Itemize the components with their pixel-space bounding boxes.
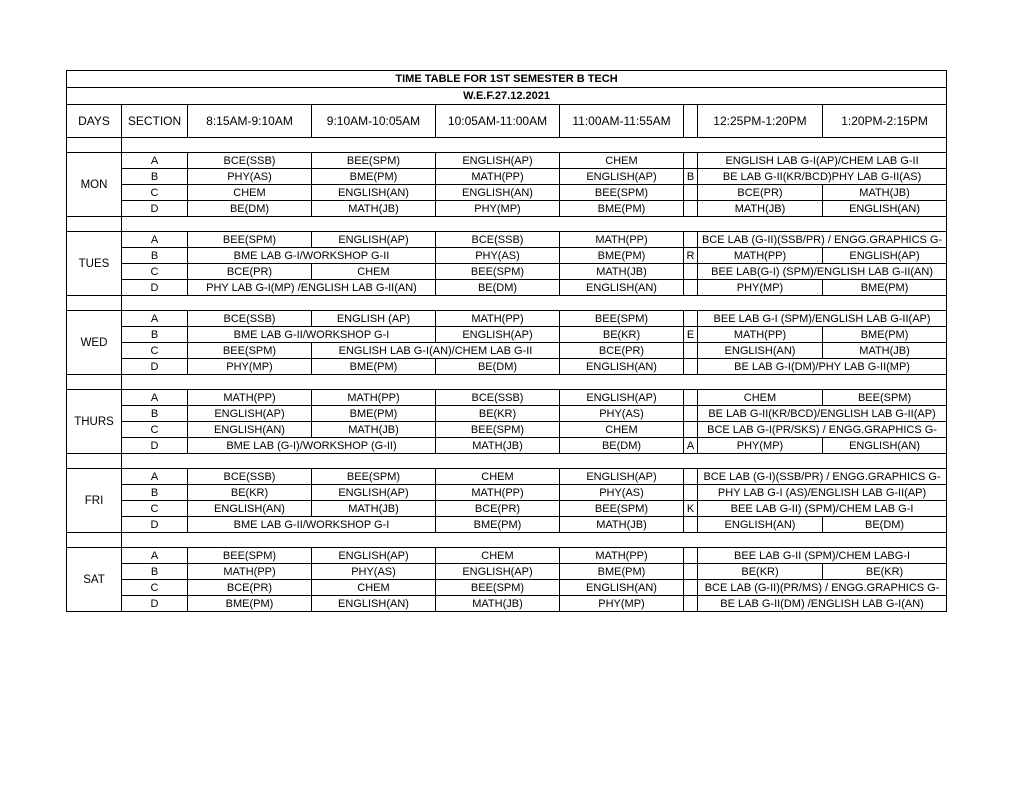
break-cell: ENGLISH(AN) — [698, 517, 823, 533]
break-cell — [684, 359, 698, 375]
class-cell: A — [684, 438, 698, 454]
break-cell: ENGLISH(AN) — [698, 343, 823, 359]
class-cell: BE LAB G-II(KR/BCD)PHY LAB G-II(AS) — [698, 169, 947, 185]
class-cell — [684, 517, 698, 533]
class-cell: MATH(PP) — [188, 564, 312, 580]
class-cell: MATH(PP) — [560, 232, 684, 248]
section-cell: C — [122, 343, 188, 359]
class-cell: PHY(AS) — [560, 485, 684, 501]
class-cell: ENGLISH LAB G-I(AN)/CHEM LAB G-II — [312, 343, 560, 359]
table-row — [67, 438, 947, 454]
class-cell: BEE(SPM) — [436, 422, 560, 438]
class-cell: BEE(SPM) — [560, 501, 684, 517]
table-row — [67, 232, 947, 248]
section-cell: C — [122, 264, 188, 280]
class-cell: MATH(PP) — [436, 311, 560, 327]
class-cell: PHY(AS) — [560, 406, 684, 422]
section-cell: D — [122, 201, 188, 217]
spacer-cell — [67, 138, 122, 153]
class-cell: MATH(JB) — [823, 185, 947, 201]
class-cell: ENGLISH(AP) — [436, 153, 560, 169]
header-row — [67, 105, 947, 138]
header-slot: 11:00AM-11:55AM — [560, 105, 684, 138]
class-cell: BEE LAB G-II) (SPM)/CHEM LAB G-I — [698, 501, 947, 517]
break-cell — [684, 390, 698, 406]
class-cell: MATH(JB) — [436, 596, 560, 612]
class-cell: BEE(SPM) — [188, 548, 312, 564]
class-cell: BEE(SPM) — [188, 232, 312, 248]
class-cell: PHY(AS) — [188, 169, 312, 185]
class-cell: BME(PM) — [823, 280, 947, 296]
class-cell: BME(PM) — [436, 517, 560, 533]
class-cell: BE(DM) — [560, 438, 684, 454]
class-cell: ENGLISH LAB G-I(AP)/CHEM LAB G-II — [698, 153, 947, 169]
class-cell: BCE(SSB) — [188, 469, 312, 485]
class-cell: MATH(JB) — [698, 201, 823, 217]
table-row — [67, 517, 947, 533]
class-cell: BE(KR) — [436, 406, 560, 422]
table-row — [67, 169, 947, 185]
table-row — [67, 201, 947, 217]
class-cell: ENGLISH(AP) — [312, 232, 436, 248]
class-cell: ENGLISH(AN) — [436, 185, 560, 201]
class-cell: MATH(JB) — [560, 517, 684, 533]
spacer-row — [67, 138, 947, 153]
class-cell: ENGLISH(AN) — [560, 359, 684, 375]
effective-date: W.E.F.27.12.2021 — [67, 88, 947, 105]
class-cell: BCE LAB (G-II)(PR/MS) / ENGG.GRAPHICS G- — [698, 580, 947, 596]
class-cell: BCE LAB G-I(PR/SKS) / ENGG.GRAPHICS G- — [698, 422, 947, 438]
class-cell: BE LAB G-II(DM) /ENGLISH LAB G-I(AN) — [698, 596, 947, 612]
class-cell: BCE LAB (G-I)(SSB/PR) / ENGG.GRAPHICS G- — [698, 469, 947, 485]
break-cell — [684, 201, 698, 217]
class-cell: BE(DM) — [436, 359, 560, 375]
class-cell: CHEM — [436, 469, 560, 485]
class-cell: BME LAB G-II/WORKSHOP G-I — [188, 327, 436, 343]
break-cell — [684, 564, 698, 580]
class-cell: BEE(SPM) — [823, 390, 947, 406]
class-cell: MATH(JB) — [560, 264, 684, 280]
section-cell: B — [122, 327, 188, 343]
class-cell: CHEM — [312, 264, 436, 280]
table-row — [67, 422, 947, 438]
class-cell: PHY(MP) — [188, 359, 312, 375]
break-cell: B — [684, 169, 698, 185]
class-cell: BCE LAB (G-II)(SSB/PR) / ENGG.GRAPHICS G- — [698, 232, 947, 248]
class-cell: BCE(SSB) — [188, 153, 312, 169]
class-cell: BEE(SPM) — [312, 469, 436, 485]
section-cell: D — [122, 517, 188, 533]
header-slot: 10:05AM-11:00AM — [436, 105, 560, 138]
class-cell: BME(PM) — [823, 327, 947, 343]
class-cell: CHEM — [436, 548, 560, 564]
class-cell: BME(PM) — [560, 201, 684, 217]
class-cell: BE LAB G-I(DM)/PHY LAB G-II(MP) — [698, 359, 947, 375]
table-row — [67, 390, 947, 406]
class-cell: BEE(SPM) — [560, 185, 684, 201]
header-slot: 12:25PM-1:20PM — [698, 105, 823, 138]
class-cell: MATH(JB) — [312, 422, 436, 438]
table-row — [67, 185, 947, 201]
class-cell: PHY(MP) — [560, 596, 684, 612]
class-cell: E — [684, 327, 698, 343]
section-cell: A — [122, 548, 188, 564]
class-cell: BME(PM) — [188, 596, 312, 612]
spacer-cell — [67, 217, 122, 232]
class-cell: MATH(PP) — [560, 548, 684, 564]
spacer-cell — [122, 138, 947, 153]
class-cell: BCE(SSB) — [436, 390, 560, 406]
table-row — [67, 501, 947, 517]
section-cell: B — [122, 564, 188, 580]
section-cell: D — [122, 280, 188, 296]
table-row — [67, 469, 947, 485]
class-cell: MATH(JB) — [312, 201, 436, 217]
day-cell: THURS — [67, 390, 122, 454]
section-cell: B — [122, 169, 188, 185]
spacer-cell — [67, 533, 122, 548]
break-cell — [684, 422, 698, 438]
class-cell: ENGLISH(AN) — [312, 185, 436, 201]
spacer-row — [67, 375, 947, 390]
class-cell: BEE LAB G-II (SPM)/CHEM LABG-I — [698, 548, 947, 564]
spacer-row — [67, 296, 947, 311]
break-cell: MATH(PP) — [698, 327, 823, 343]
header-slot: 1:20PM-2:15PM — [823, 105, 947, 138]
class-cell: BE LAB G-II(KR/BCD)/ENGLISH LAB G-II(AP) — [698, 406, 947, 422]
class-cell: PHY LAB G-I (AS)/ENGLISH LAB G-II(AP) — [698, 485, 947, 501]
break-cell — [684, 264, 698, 280]
class-cell: BEE(SPM) — [436, 580, 560, 596]
class-cell: ENGLISH(AP) — [560, 390, 684, 406]
spacer-row — [67, 217, 947, 232]
table-row — [67, 311, 947, 327]
class-cell: MATH(JB) — [436, 438, 560, 454]
section-cell: C — [122, 422, 188, 438]
break-cell — [684, 596, 698, 612]
section-cell: D — [122, 596, 188, 612]
class-cell: ENGLISH(AN) — [188, 422, 312, 438]
class-cell: MATH(PP) — [436, 169, 560, 185]
class-cell: PHY(AS) — [312, 564, 436, 580]
class-cell: BE(KR) — [698, 564, 823, 580]
header-slot: 9:10AM-10:05AM — [312, 105, 436, 138]
spacer-cell — [122, 217, 947, 232]
class-cell: ENGLISH(AP) — [312, 548, 436, 564]
day-cell: TUES — [67, 232, 122, 296]
class-cell: ENGLISH(AP) — [823, 248, 947, 264]
class-cell: ENGLISH(AP) — [188, 406, 312, 422]
class-cell: BEE LAB(G-I) (SPM)/ENGLISH LAB G-II(AN) — [698, 264, 947, 280]
day-cell: MON — [67, 153, 122, 217]
table-row — [67, 359, 947, 375]
class-cell: ENGLISH(AN) — [560, 580, 684, 596]
table-row — [67, 596, 947, 612]
spacer-cell — [122, 454, 947, 469]
table-row — [67, 564, 947, 580]
break-cell — [684, 153, 698, 169]
break-cell — [684, 548, 698, 564]
class-cell: BME(PM) — [312, 406, 436, 422]
header-days: DAYS — [67, 105, 122, 138]
class-cell: BE(DM) — [436, 280, 560, 296]
class-cell: MATH(JB) — [312, 501, 436, 517]
class-cell: CHEM — [312, 580, 436, 596]
table-row — [67, 406, 947, 422]
table-row — [67, 548, 947, 564]
day-cell: WED — [67, 311, 122, 375]
section-cell: A — [122, 311, 188, 327]
section-cell: C — [122, 580, 188, 596]
break-cell — [684, 232, 698, 248]
class-cell: CHEM — [188, 185, 312, 201]
class-cell: BEE(SPM) — [560, 311, 684, 327]
table-row — [67, 343, 947, 359]
class-cell: BE(DM) — [188, 201, 312, 217]
class-cell: ENGLISH(AN) — [560, 280, 684, 296]
class-cell: ENGLISH (AP) — [312, 311, 436, 327]
class-cell: BE(KR) — [823, 564, 947, 580]
break-cell — [684, 185, 698, 201]
class-cell: BME LAB (G-I)/WORKSHOP (G-II) — [188, 438, 436, 454]
break-cell: K — [684, 501, 698, 517]
class-cell: ENGLISH(AP) — [560, 169, 684, 185]
timetable-title: TIME TABLE FOR 1ST SEMESTER B TECH — [67, 71, 947, 88]
section-cell: A — [122, 232, 188, 248]
section-cell: B — [122, 485, 188, 501]
break-cell — [684, 580, 698, 596]
section-cell: C — [122, 501, 188, 517]
spacer-cell — [122, 375, 947, 390]
class-cell: PHY(AS) — [436, 248, 560, 264]
class-cell: BCE(PR) — [188, 580, 312, 596]
class-cell: ENGLISH(AP) — [312, 485, 436, 501]
table-row — [67, 280, 947, 296]
table-row — [67, 264, 947, 280]
break-cell — [684, 485, 698, 501]
spacer-cell — [122, 533, 947, 548]
table-row — [67, 153, 947, 169]
class-cell: BCE(SSB) — [436, 232, 560, 248]
class-cell: BCE(SSB) — [188, 311, 312, 327]
spacer-row — [67, 533, 947, 548]
break-cell: PHY(MP) — [698, 280, 823, 296]
class-cell: BME LAB G-I/WORKSHOP G-II — [188, 248, 436, 264]
table-row — [67, 327, 947, 343]
class-cell: ENGLISH(AN) — [823, 201, 947, 217]
section-cell: A — [122, 390, 188, 406]
class-cell: BME(PM) — [560, 564, 684, 580]
class-cell: BME(PM) — [312, 359, 436, 375]
class-cell: MATH(PP) — [188, 390, 312, 406]
day-cell: SAT — [67, 548, 122, 612]
spacer-cell — [67, 375, 122, 390]
class-cell: BE(KR) — [560, 327, 684, 343]
class-cell: BME(PM) — [560, 248, 684, 264]
class-cell — [684, 280, 698, 296]
header-section: SECTION — [122, 105, 188, 138]
spacer-cell — [67, 454, 122, 469]
class-cell: MATH(PP) — [312, 390, 436, 406]
break-cell — [684, 406, 698, 422]
class-cell: ENGLISH(AP) — [436, 327, 560, 343]
break-cell: MATH(PP) — [698, 248, 823, 264]
break-cell — [684, 311, 698, 327]
header-slot: 8:15AM-9:10AM — [188, 105, 312, 138]
spacer-row — [67, 454, 947, 469]
class-cell: BEE(SPM) — [188, 343, 312, 359]
section-cell: D — [122, 359, 188, 375]
class-cell: ENGLISH(AN) — [823, 438, 947, 454]
class-cell: BE(DM) — [823, 517, 947, 533]
day-cell: FRI — [67, 469, 122, 533]
break-cell — [684, 469, 698, 485]
class-cell: MATH(PP) — [436, 485, 560, 501]
table-row — [67, 485, 947, 501]
class-cell: BCE(PR) — [188, 264, 312, 280]
class-cell: BCE(PR) — [436, 501, 560, 517]
section-cell: B — [122, 406, 188, 422]
section-cell: A — [122, 153, 188, 169]
class-cell: MATH(JB) — [823, 343, 947, 359]
class-cell: BME LAB G-II/WORKSHOP G-I — [188, 517, 436, 533]
class-cell: PHY LAB G-I(MP) /ENGLISH LAB G-II(AN) — [188, 280, 436, 296]
section-cell: D — [122, 438, 188, 454]
class-cell: BME(PM) — [312, 169, 436, 185]
spacer-cell — [67, 296, 122, 311]
header-break — [684, 105, 698, 138]
class-cell: ENGLISH(AP) — [560, 469, 684, 485]
class-cell: BEE(SPM) — [312, 153, 436, 169]
class-cell: CHEM — [560, 422, 684, 438]
table-row — [67, 248, 947, 264]
class-cell: ENGLISH(AN) — [312, 596, 436, 612]
break-cell: PHY(MP) — [698, 438, 823, 454]
section-cell: B — [122, 248, 188, 264]
class-cell: BCE(PR) — [698, 185, 823, 201]
section-cell: A — [122, 469, 188, 485]
class-cell: BE(KR) — [188, 485, 312, 501]
class-cell — [684, 343, 698, 359]
class-cell: PHY(MP) — [436, 201, 560, 217]
class-cell: CHEM — [560, 153, 684, 169]
class-cell: R — [684, 248, 698, 264]
class-cell: CHEM — [698, 390, 823, 406]
table-row — [67, 580, 947, 596]
class-cell: BEE LAB G-I (SPM)/ENGLISH LAB G-II(AP) — [698, 311, 947, 327]
class-cell: ENGLISH(AN) — [188, 501, 312, 517]
spacer-cell — [122, 296, 947, 311]
class-cell: BCE(PR) — [560, 343, 684, 359]
timetable — [66, 70, 947, 612]
class-cell: ENGLISH(AP) — [436, 564, 560, 580]
class-cell: BEE(SPM) — [436, 264, 560, 280]
section-cell: C — [122, 185, 188, 201]
